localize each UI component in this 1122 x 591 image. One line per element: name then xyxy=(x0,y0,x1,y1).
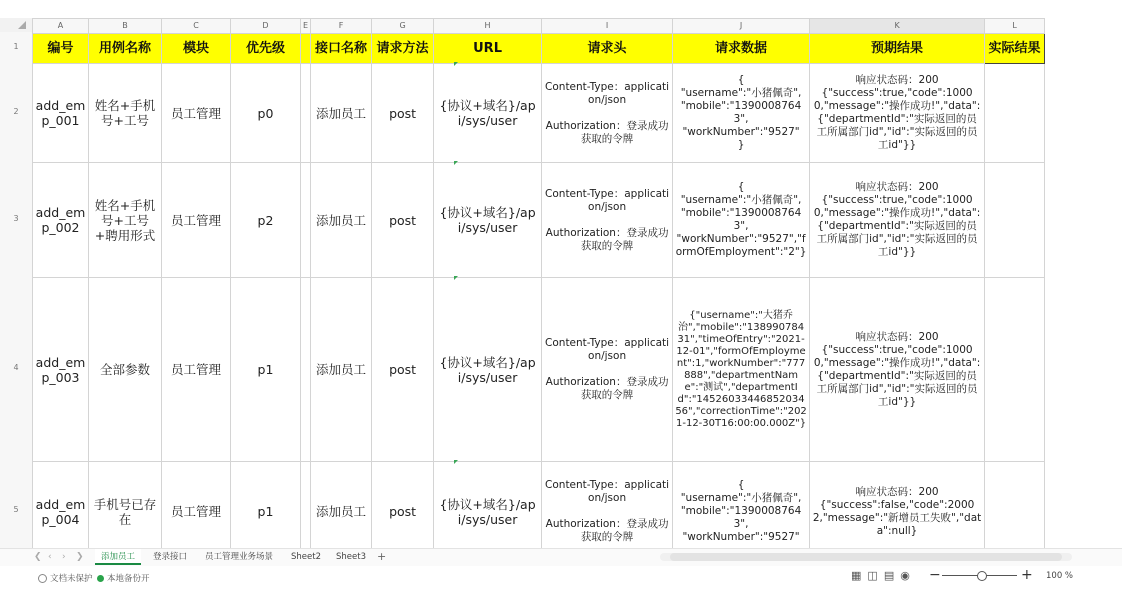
scrollbar-thumb[interactable] xyxy=(670,553,1062,561)
column-header[interactable]: G xyxy=(372,19,434,34)
header-cell[interactable]: 预期结果 xyxy=(810,34,985,64)
zoom-in-button[interactable]: + xyxy=(1021,567,1033,583)
table-row xyxy=(33,163,1045,278)
column-header[interactable]: D xyxy=(231,19,301,34)
eye-icon[interactable]: ◉ xyxy=(900,569,910,582)
normal-view-icon[interactable]: ▦ xyxy=(851,569,862,582)
horizontal-scrollbar[interactable] xyxy=(660,553,1072,561)
cell-api[interactable]: 添加员工 xyxy=(311,278,372,462)
prev-sheet-icon[interactable]: ‹ xyxy=(48,552,52,562)
last-sheet-icon[interactable]: ❯ xyxy=(76,552,84,562)
cell-module[interactable]: 员工管理 xyxy=(162,462,231,549)
cell-id[interactable]: add_emp_003 xyxy=(33,278,89,462)
cell-empty[interactable] xyxy=(301,462,311,549)
cell-name[interactable]: 姓名+手机号+工号 xyxy=(89,64,162,163)
header-cell[interactable]: 优先级 xyxy=(231,34,301,64)
header-cell[interactable]: 编号 xyxy=(33,34,89,64)
cell-module[interactable]: 员工管理 xyxy=(162,278,231,462)
cell-url[interactable]: {协议+域名}/api/sys/user xyxy=(434,278,542,462)
column-header-row xyxy=(33,19,1045,34)
cell-id[interactable]: add_emp_004 xyxy=(33,462,89,549)
column-header[interactable]: E xyxy=(301,19,311,34)
shield-icon xyxy=(38,574,47,583)
cell-expected[interactable]: 响应状态码：200 {"success":false,"code":20002,"message":"新增员工失败","data":null} xyxy=(810,462,985,549)
cell-expected[interactable]: 响应状态码：200 {"success":true,"code":10000,"message":"操作成功!","data":{"departmentId":"实际返回的员工所属部门id","id":"实际返回的员工id"}} xyxy=(810,64,985,163)
cell-api[interactable]: 添加员工 xyxy=(311,462,372,549)
backup-icon xyxy=(97,575,104,582)
select-all-corner[interactable] xyxy=(0,18,33,33)
header-cell-active[interactable]: 实际结果 xyxy=(985,34,1045,64)
page-layout-icon[interactable]: ◫ xyxy=(867,569,878,582)
cell-url[interactable]: {协议+域名}/api/sys/user xyxy=(434,462,542,549)
header-cell[interactable]: 模块 xyxy=(162,34,231,64)
column-header[interactable]: B xyxy=(89,19,162,34)
header-cell[interactable]: URL xyxy=(434,34,542,64)
cell-api[interactable]: 添加员工 xyxy=(311,163,372,278)
cell-priority[interactable]: p1 xyxy=(231,278,301,462)
cell-id[interactable]: add_emp_001 xyxy=(33,64,89,163)
row-number[interactable]: 4 xyxy=(0,276,33,460)
cell-priority[interactable]: p2 xyxy=(231,163,301,278)
cell-priority[interactable]: p1 xyxy=(231,462,301,549)
cell-module[interactable]: 员工管理 xyxy=(162,163,231,278)
header-cell[interactable] xyxy=(301,34,311,64)
header-row xyxy=(33,34,1045,64)
sheet-tab[interactable]: Sheet3 xyxy=(336,552,366,562)
cell-name[interactable]: 手机号已存在 xyxy=(89,462,162,549)
protect-status[interactable] xyxy=(38,572,93,584)
row-number[interactable]: 5 xyxy=(0,460,33,548)
cell-headers[interactable]: Content-Type：application/json Authorization：登录成功获取的令牌 xyxy=(542,163,673,278)
comment-marker xyxy=(454,276,458,280)
cell-empty[interactable] xyxy=(301,163,311,278)
column-header[interactable]: C xyxy=(162,19,231,34)
cell-expected[interactable]: 响应状态码：200 {"success":true,"code":10000,"message":"操作成功!","data":{"departmentId":"实际返回的员工所属部门id","id":"实际返回的员工id"}} xyxy=(810,278,985,462)
header-cell[interactable]: 请求方法 xyxy=(372,34,434,64)
cell-api[interactable]: 添加员工 xyxy=(311,64,372,163)
comment-marker xyxy=(454,161,458,165)
cell-actual[interactable] xyxy=(985,163,1045,278)
cell-url[interactable]: {协议+域名}/api/sys/user xyxy=(434,64,542,163)
backup-status[interactable] xyxy=(97,572,150,584)
cell-headers[interactable]: Content-Type：application/json Authorization：登录成功获取的令牌 xyxy=(542,462,673,549)
cell-name[interactable]: 全部参数 xyxy=(89,278,162,462)
header-cell[interactable]: 接口名称 xyxy=(311,34,372,64)
cell-data[interactable]: { "username":"小猪佩奇", "mobile":"13900087643", "workNumber":"9527","formOfEmployment":"2"} xyxy=(673,163,810,278)
protect-label: 文档未保护 xyxy=(50,574,93,584)
cell-module[interactable]: 员工管理 xyxy=(162,64,231,163)
cell-method[interactable]: post xyxy=(372,163,434,278)
sheet-tab[interactable]: 登录接口 xyxy=(153,552,188,562)
comment-marker xyxy=(454,460,458,464)
column-header[interactable]: H xyxy=(434,19,542,34)
column-header[interactable]: J xyxy=(673,19,810,34)
cell-priority[interactable]: p0 xyxy=(231,64,301,163)
cell-actual[interactable] xyxy=(985,278,1045,462)
row-number[interactable]: 2 xyxy=(0,62,33,161)
column-header[interactable]: F xyxy=(311,19,372,34)
cell-data[interactable]: { "username":"小猪佩奇", "mobile":"13900087643", "workNumber":"9527" xyxy=(673,462,810,549)
sheet-tab[interactable]: 员工管理业务场景 xyxy=(205,552,274,562)
cell-headers[interactable]: Content-Type：application/json Authorization：登录成功获取的令牌 xyxy=(542,278,673,462)
cell-expected[interactable]: 响应状态码：200 {"success":true,"code":10000,"message":"操作成功!","data":{"departmentId":"实际返回的员工所属部门id","id":"实际返回的员工id"}} xyxy=(810,163,985,278)
column-header[interactable]: A xyxy=(33,19,89,34)
column-header-selected[interactable]: K xyxy=(810,19,985,34)
zoom-slider-knob[interactable] xyxy=(977,571,987,581)
table-row xyxy=(33,462,1045,549)
sheet-tab-bar xyxy=(0,548,1122,566)
cell-id[interactable]: add_emp_002 xyxy=(33,163,89,278)
cell-data[interactable]: { "username":"小猪佩奇", "mobile":"13900087643", "workNumber":"9527" } xyxy=(673,64,810,163)
cell-actual[interactable] xyxy=(985,462,1045,549)
cell-method[interactable]: post xyxy=(372,462,434,549)
first-sheet-icon[interactable]: ❮ xyxy=(34,552,42,562)
data-table xyxy=(32,18,1045,548)
cell-name[interactable]: 姓名+手机号+工号+聘用形式 xyxy=(89,163,162,278)
cell-headers[interactable]: Content-Type：application/json Authorization：登录成功获取的令牌 xyxy=(542,64,673,163)
row-number[interactable]: 1 xyxy=(0,32,33,62)
cell-empty[interactable] xyxy=(301,64,311,163)
column-header[interactable]: I xyxy=(542,19,673,34)
cell-empty[interactable] xyxy=(301,278,311,462)
cell-url[interactable]: {协议+域名}/api/sys/user xyxy=(434,163,542,278)
backup-label: 本地备份开 xyxy=(107,574,150,584)
table-row xyxy=(33,278,1045,462)
zoom-level[interactable]: 100 % xyxy=(1046,571,1074,581)
zoom-out-button[interactable]: − xyxy=(929,567,941,583)
header-cell[interactable]: 用例名称 xyxy=(89,34,162,64)
header-cell[interactable]: 请求数据 xyxy=(673,34,810,64)
header-cell[interactable]: 请求头 xyxy=(542,34,673,64)
column-header[interactable]: L xyxy=(985,19,1045,34)
cell-actual[interactable] xyxy=(985,64,1045,163)
sheet-tab[interactable]: Sheet2 xyxy=(291,552,321,562)
status-bar xyxy=(0,566,1122,591)
cell-data[interactable]: {"username":"大猪乔治","mobile":"13899078431","timeOfEntry":"2021-12-01","formOfEmployment":1,"workNumber":"777888","departmentName":"测试","departmentId":"1452603344685203456","correctionTime":"2021-12-30T16:00:00.000Z"} xyxy=(673,278,810,462)
sheet-tab-active[interactable]: 添加员工 xyxy=(95,549,141,565)
table-row xyxy=(33,64,1045,163)
cell-method[interactable]: post xyxy=(372,64,434,163)
cell-method[interactable]: post xyxy=(372,278,434,462)
row-number[interactable]: 3 xyxy=(0,161,33,276)
page-break-icon[interactable]: ▤ xyxy=(883,569,895,582)
add-sheet-button[interactable]: + xyxy=(377,550,387,563)
next-sheet-icon[interactable]: › xyxy=(62,552,66,562)
comment-marker xyxy=(454,62,458,66)
